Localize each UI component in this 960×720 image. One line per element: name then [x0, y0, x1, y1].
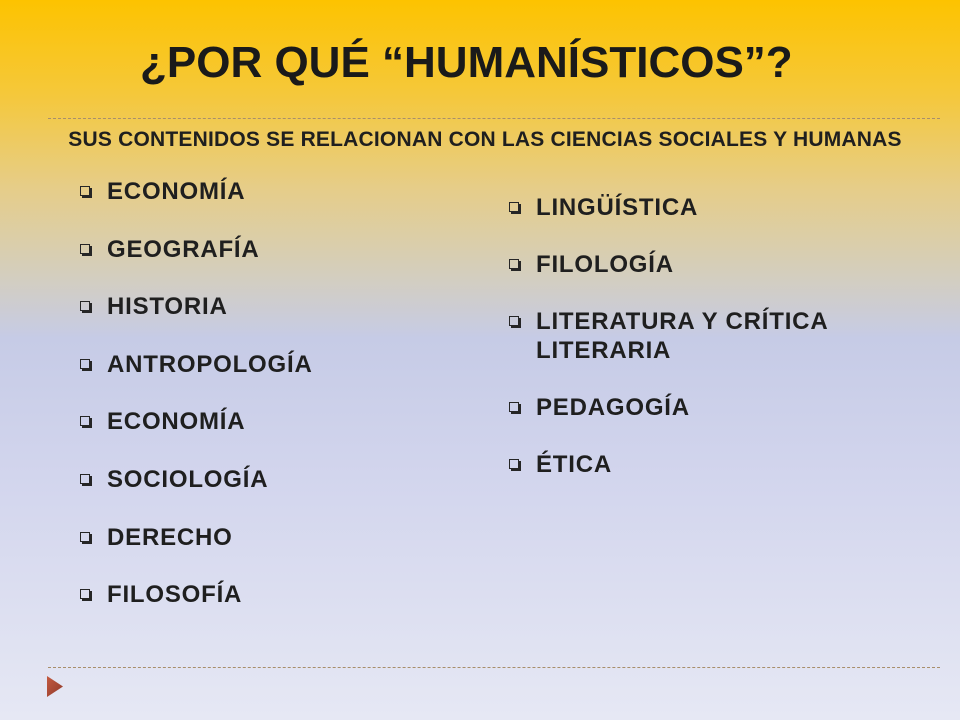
- list-item: [80, 177, 313, 206]
- list-item-label: ECONOMÍA: [107, 178, 246, 205]
- hollow-square-bullet-icon: [80, 186, 90, 196]
- hollow-square-bullet-icon: [509, 459, 519, 469]
- hollow-square-bullet-icon: [80, 359, 90, 369]
- list-item-label: LITERATURA Y CRÍTICA LITERARIA: [536, 308, 828, 364]
- list-item: [80, 292, 313, 321]
- hollow-square-bullet-icon: [509, 402, 519, 412]
- list-item-label: SOCIOLOGÍA: [107, 465, 269, 493]
- list-item-label: FILOSOFÍA: [107, 581, 243, 609]
- list-item-label: FILOLOGÍA: [536, 251, 674, 278]
- list-item: [80, 407, 313, 436]
- hollow-square-bullet-icon: [80, 244, 90, 254]
- bottom-dotted-divider: [48, 667, 940, 668]
- list-item: [80, 235, 313, 264]
- hollow-square-bullet-icon: [509, 259, 519, 269]
- list-item: [509, 393, 866, 422]
- list-item-label: PEDAGOGÍA: [536, 394, 690, 421]
- right-bullet-list: [509, 193, 866, 479]
- list-item-label: ANTROPOLOGÍA: [107, 350, 313, 378]
- hollow-square-bullet-icon: [80, 416, 90, 426]
- top-dotted-divider: [48, 118, 940, 119]
- list-item: [509, 193, 866, 222]
- list-item: [509, 250, 866, 279]
- list-item: [80, 580, 313, 609]
- hollow-square-bullet-icon: [80, 474, 90, 484]
- hollow-square-bullet-icon: [509, 316, 519, 326]
- list-item-label: ÉTICA: [536, 451, 612, 478]
- list-item: [80, 523, 313, 552]
- list-item-label: HISTORIA: [107, 293, 228, 321]
- hollow-square-bullet-icon: [509, 202, 519, 212]
- slide-subtitle: SUS CONTENIDOS SE RELACIONAN CON LAS CIENCIAS SOCIALES Y HUMANAS: [68, 128, 902, 151]
- list-item-label: LINGÜÍSTICA: [536, 194, 699, 221]
- list-item: [80, 465, 313, 494]
- list-item: [509, 307, 866, 365]
- slide-title: ¿POR QUÉ “HUMANÍSTICOS”?: [140, 38, 793, 87]
- hollow-square-bullet-icon: [80, 301, 90, 311]
- hollow-square-bullet-icon: [80, 532, 90, 542]
- list-item-label: ECONOMÍA: [107, 408, 246, 436]
- list-item-label: GEOGRAFÍA: [107, 235, 260, 263]
- list-item-label: DERECHO: [107, 523, 233, 551]
- triangle-right-icon: [46, 675, 64, 698]
- hollow-square-bullet-icon: [80, 589, 90, 599]
- left-bullet-list: [80, 177, 313, 609]
- list-item: [509, 450, 866, 479]
- list-item: [80, 350, 313, 379]
